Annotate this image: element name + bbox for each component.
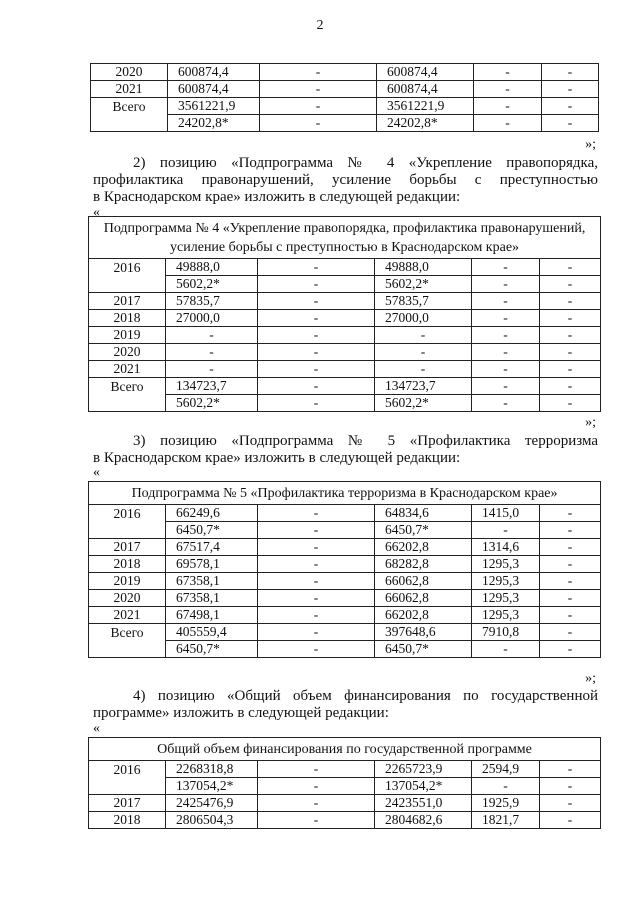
cell-loc: 1821,7 bbox=[472, 812, 540, 829]
cell-fed: - bbox=[258, 607, 375, 624]
cell-ext: - bbox=[540, 624, 601, 641]
cell-year: 2021 bbox=[91, 81, 168, 98]
cell-reg: 68282,8 bbox=[375, 556, 472, 573]
cell-reg: - bbox=[375, 327, 472, 344]
cell-ext: - bbox=[540, 522, 601, 539]
cell-loc: - bbox=[472, 259, 540, 276]
cell-total: 67358,1 bbox=[166, 573, 258, 590]
cell-total: 66249,6 bbox=[166, 505, 258, 522]
cell-reg: 6450,7* bbox=[375, 522, 472, 539]
cell-fed: - bbox=[258, 812, 375, 829]
cell-ext: - bbox=[540, 607, 601, 624]
cell-reg: 64834,6 bbox=[375, 505, 472, 522]
paragraph-3 bbox=[93, 433, 598, 467]
cell-year: Всего bbox=[89, 624, 166, 641]
cell-total: 5602,2* bbox=[166, 395, 258, 412]
cell-total: 405559,4 bbox=[166, 624, 258, 641]
cell-loc: - bbox=[472, 378, 540, 395]
paragraph-4-line-1: 4) позицию «Общий объем финансирования по государственной bbox=[133, 688, 598, 704]
cell-loc: - bbox=[472, 522, 540, 539]
cell-reg: 5602,2* bbox=[375, 395, 472, 412]
cell-year bbox=[89, 522, 166, 539]
cell-loc: 1295,3 bbox=[472, 573, 540, 590]
cell-loc: - bbox=[472, 344, 540, 361]
cell-loc: - bbox=[472, 293, 540, 310]
table-row bbox=[89, 761, 601, 778]
cell-fed: - bbox=[258, 327, 375, 344]
cell-fed: - bbox=[258, 378, 375, 395]
cell-fed: - bbox=[258, 293, 375, 310]
cell-fed: - bbox=[258, 590, 375, 607]
cell-year: 2017 bbox=[89, 539, 166, 556]
cell-ext: - bbox=[540, 361, 601, 378]
cell-fed: - bbox=[258, 624, 375, 641]
opening-quote-2: « bbox=[93, 205, 100, 220]
cell-reg: 134723,7 bbox=[375, 378, 472, 395]
cell-loc: 1295,3 bbox=[472, 556, 540, 573]
cell-total: - bbox=[166, 344, 258, 361]
cell-ext: - bbox=[540, 327, 601, 344]
cell-reg: 66202,8 bbox=[375, 539, 472, 556]
cell-loc: 1415,0 bbox=[472, 505, 540, 522]
cell-fed: - bbox=[258, 539, 375, 556]
cell-total: 67358,1 bbox=[166, 590, 258, 607]
cell-fed: - bbox=[258, 761, 375, 778]
paragraph-3-line-1: 3) позицию «Подпрограмма № 5 «Профилактика терроризма bbox=[133, 433, 598, 449]
cell-total: 49888,0 bbox=[166, 259, 258, 276]
table-header-row bbox=[89, 738, 601, 761]
cell-ext: - bbox=[540, 778, 601, 795]
cell-fed: - bbox=[258, 556, 375, 573]
cell-loc: - bbox=[472, 310, 540, 327]
cell-reg: 5602,2* bbox=[375, 276, 472, 293]
table-row bbox=[89, 395, 601, 412]
cell-year: 2019 bbox=[89, 573, 166, 590]
cell-total: 57835,7 bbox=[166, 293, 258, 310]
table-header-row bbox=[89, 482, 601, 505]
cell-loc: - bbox=[474, 115, 542, 132]
cell-total: 67517,4 bbox=[166, 539, 258, 556]
cell-year: Всего bbox=[89, 378, 166, 395]
closing-quote-1: »; bbox=[585, 137, 596, 152]
cell-total: 69578,1 bbox=[166, 556, 258, 573]
closing-quote-3: »; bbox=[585, 415, 596, 430]
cell-year: 2016 bbox=[89, 505, 166, 522]
opening-quote-6: « bbox=[93, 721, 100, 736]
cell-year: 2019 bbox=[89, 327, 166, 344]
table-row bbox=[89, 259, 601, 276]
cell-year: 2021 bbox=[89, 361, 166, 378]
cell-reg: 137054,2* bbox=[375, 778, 472, 795]
cell-fed: - bbox=[258, 395, 375, 412]
table-row bbox=[89, 624, 601, 641]
cell-total: 6450,7* bbox=[166, 522, 258, 539]
cell-loc: 1925,9 bbox=[472, 795, 540, 812]
table-total-financing bbox=[88, 737, 601, 829]
page-number: 2 bbox=[316, 18, 324, 33]
cell-year bbox=[89, 395, 166, 412]
cell-loc: - bbox=[472, 361, 540, 378]
cell-ext: - bbox=[542, 98, 599, 115]
paragraph-4 bbox=[93, 688, 598, 722]
cell-total: 3561221,9 bbox=[168, 98, 260, 115]
table-row bbox=[89, 607, 601, 624]
cell-loc: 1314,6 bbox=[472, 539, 540, 556]
paragraph-4-line-2: программе» изложить в следующей редакции: bbox=[93, 705, 389, 721]
table-row bbox=[91, 81, 599, 98]
cell-year: 2017 bbox=[89, 293, 166, 310]
cell-loc: - bbox=[472, 641, 540, 658]
table-row bbox=[89, 556, 601, 573]
cell-fed: - bbox=[258, 505, 375, 522]
table-row bbox=[89, 276, 601, 293]
cell-ext: - bbox=[540, 795, 601, 812]
cell-reg: - bbox=[375, 361, 472, 378]
paragraph-2 bbox=[93, 155, 598, 206]
table-row bbox=[89, 310, 601, 327]
cell-loc: - bbox=[472, 395, 540, 412]
cell-reg: 2804682,6 bbox=[375, 812, 472, 829]
cell-total: 2268318,8 bbox=[166, 761, 258, 778]
cell-year: 2021 bbox=[89, 607, 166, 624]
cell-total: 137054,2* bbox=[166, 778, 258, 795]
cell-reg: 3561221,9 bbox=[377, 98, 474, 115]
table-row bbox=[89, 590, 601, 607]
table-row bbox=[89, 344, 601, 361]
table-subprogram-5 bbox=[88, 481, 601, 658]
cell-fed: - bbox=[258, 276, 375, 293]
cell-total: 2806504,3 bbox=[166, 812, 258, 829]
cell-reg: 27000,0 bbox=[375, 310, 472, 327]
table-subprogram-4 bbox=[88, 216, 601, 412]
cell-total: 134723,7 bbox=[166, 378, 258, 395]
cell-loc: 1295,3 bbox=[472, 607, 540, 624]
cell-reg: 66062,8 bbox=[375, 573, 472, 590]
cell-reg: 57835,7 bbox=[375, 293, 472, 310]
cell-reg: 49888,0 bbox=[375, 259, 472, 276]
cell-loc: - bbox=[472, 327, 540, 344]
cell-fed: - bbox=[258, 259, 375, 276]
cell-total: 24202,8* bbox=[168, 115, 260, 132]
cell-ext: - bbox=[540, 556, 601, 573]
cell-year: 2016 bbox=[89, 259, 166, 276]
cell-year bbox=[89, 778, 166, 795]
table-row bbox=[89, 327, 601, 344]
cell-total: 67498,1 bbox=[166, 607, 258, 624]
cell-fed: - bbox=[258, 641, 375, 658]
table-row bbox=[89, 641, 601, 658]
cell-loc: - bbox=[474, 81, 542, 98]
cell-reg: 66062,8 bbox=[375, 590, 472, 607]
table-row bbox=[89, 293, 601, 310]
table-header: Общий объем финансирования по государственной программе bbox=[89, 738, 601, 761]
cell-year: 2020 bbox=[91, 64, 168, 81]
cell-ext: - bbox=[542, 64, 599, 81]
cell-reg: 600874,4 bbox=[377, 64, 474, 81]
cell-ext: - bbox=[540, 641, 601, 658]
table-row bbox=[89, 539, 601, 556]
cell-ext: - bbox=[540, 259, 601, 276]
table-header: Подпрограмма № 5 «Профилактика терроризма в Краснодарском крае» bbox=[89, 482, 601, 505]
table-row bbox=[89, 795, 601, 812]
cell-fed: - bbox=[258, 344, 375, 361]
cell-ext: - bbox=[540, 276, 601, 293]
cell-total: 600874,4 bbox=[168, 81, 260, 98]
table-row bbox=[89, 812, 601, 829]
cell-reg: 66202,8 bbox=[375, 607, 472, 624]
cell-fed: - bbox=[258, 795, 375, 812]
table-row bbox=[89, 361, 601, 378]
cell-year bbox=[89, 641, 166, 658]
cell-reg: - bbox=[375, 344, 472, 361]
paragraph-2-line-3: в Краснодарском крае» изложить в следующей редакции: bbox=[93, 189, 461, 205]
cell-reg: 397648,6 bbox=[375, 624, 472, 641]
cell-total: 5602,2* bbox=[166, 276, 258, 293]
cell-loc: - bbox=[472, 778, 540, 795]
cell-loc: - bbox=[472, 276, 540, 293]
cell-total: - bbox=[166, 361, 258, 378]
cell-fed: - bbox=[260, 64, 377, 81]
cell-loc: 7910,8 bbox=[472, 624, 540, 641]
cell-ext: - bbox=[540, 378, 601, 395]
table-continuation bbox=[90, 63, 599, 132]
cell-ext: - bbox=[540, 505, 601, 522]
cell-ext: - bbox=[540, 590, 601, 607]
cell-ext: - bbox=[540, 344, 601, 361]
table-row bbox=[91, 115, 599, 132]
cell-ext: - bbox=[540, 761, 601, 778]
cell-loc: - bbox=[474, 98, 542, 115]
paragraph-3-line-2: в Краснодарском крае» изложить в следующей редакции: bbox=[93, 450, 461, 466]
cell-loc: 1295,3 bbox=[472, 590, 540, 607]
cell-year: 2020 bbox=[89, 590, 166, 607]
cell-fed: - bbox=[260, 98, 377, 115]
cell-total: 27000,0 bbox=[166, 310, 258, 327]
cell-ext: - bbox=[542, 115, 599, 132]
cell-year bbox=[89, 276, 166, 293]
paragraph-2-line-1: 2) позицию «Подпрограмма № 4 «Укрепление правопорядка, bbox=[133, 155, 598, 171]
table-header: Подпрограмма № 4 «Укрепление правопорядка, профилактика правонарушений, усиление борьбы с преступностью в Краснодарском крае» bbox=[89, 217, 601, 259]
table-row bbox=[89, 573, 601, 590]
cell-total: - bbox=[166, 327, 258, 344]
cell-fed: - bbox=[260, 115, 377, 132]
table-row bbox=[89, 505, 601, 522]
table-row bbox=[89, 778, 601, 795]
cell-ext: - bbox=[540, 310, 601, 327]
cell-fed: - bbox=[258, 361, 375, 378]
cell-total: 6450,7* bbox=[166, 641, 258, 658]
cell-ext: - bbox=[540, 293, 601, 310]
cell-loc: 2594,9 bbox=[472, 761, 540, 778]
table-row bbox=[89, 522, 601, 539]
cell-reg: 2265723,9 bbox=[375, 761, 472, 778]
opening-quote-4: « bbox=[93, 465, 100, 480]
cell-reg: 600874,4 bbox=[377, 81, 474, 98]
cell-fed: - bbox=[260, 81, 377, 98]
cell-fed: - bbox=[258, 778, 375, 795]
cell-year: 2020 bbox=[89, 344, 166, 361]
cell-year: Всего bbox=[91, 98, 168, 115]
cell-ext: - bbox=[540, 812, 601, 829]
cell-year: 2016 bbox=[89, 761, 166, 778]
cell-ext: - bbox=[542, 81, 599, 98]
table-row bbox=[91, 98, 599, 115]
table-row bbox=[91, 64, 599, 81]
cell-ext: - bbox=[540, 539, 601, 556]
cell-total: 2425476,9 bbox=[166, 795, 258, 812]
cell-year: 2018 bbox=[89, 310, 166, 327]
closing-quote-5: »; bbox=[585, 671, 596, 686]
cell-fed: - bbox=[258, 522, 375, 539]
cell-reg: 6450,7* bbox=[375, 641, 472, 658]
cell-loc: - bbox=[474, 64, 542, 81]
cell-year: 2017 bbox=[89, 795, 166, 812]
cell-fed: - bbox=[258, 573, 375, 590]
table-row bbox=[89, 378, 601, 395]
cell-ext: - bbox=[540, 395, 601, 412]
cell-fed: - bbox=[258, 310, 375, 327]
cell-reg: 2423551,0 bbox=[375, 795, 472, 812]
cell-total: 600874,4 bbox=[168, 64, 260, 81]
cell-year: 2018 bbox=[89, 556, 166, 573]
paragraph-2-line-2: профилактика правонарушений, усиление борьбы с преступностью bbox=[93, 172, 598, 188]
cell-year bbox=[91, 115, 168, 132]
table-header-row bbox=[89, 217, 601, 259]
cell-year: 2018 bbox=[89, 812, 166, 829]
cell-ext: - bbox=[540, 573, 601, 590]
cell-reg: 24202,8* bbox=[377, 115, 474, 132]
